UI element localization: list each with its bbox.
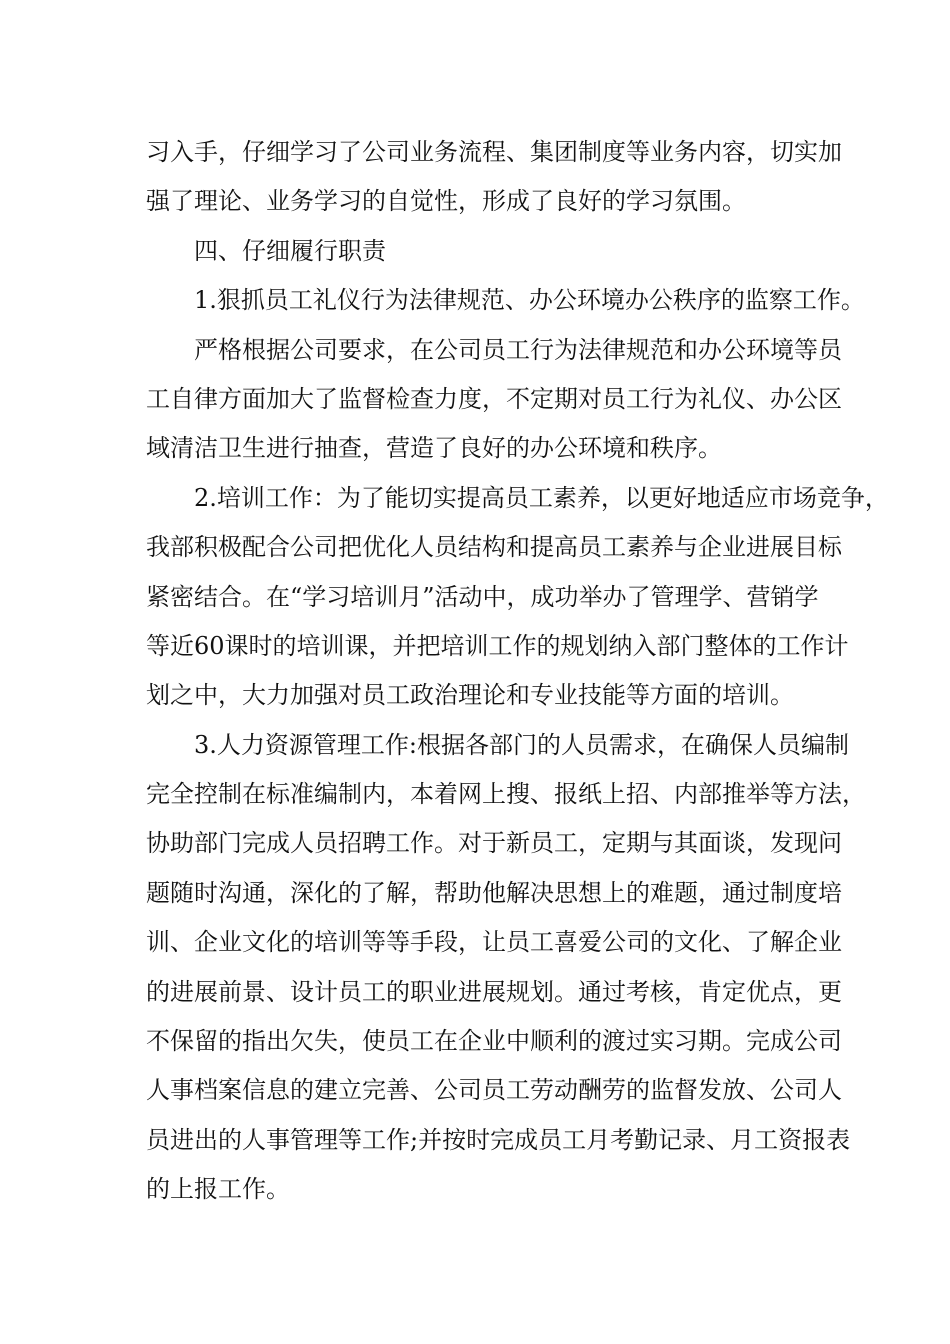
text-line: 训、企业文化的培训等等手段，让员工喜爱公司的文化、了解企业 [146, 928, 842, 957]
text-line: 划之中，大力加强对员工政治理论和专业技能等方面的培训。 [146, 681, 794, 710]
text-line: 不保留的指出欠失，使员工在企业中顺利的渡过实习期。完成公司 [146, 1027, 842, 1056]
text-line: 等近60课时的培训课，并把培训工作的规划纳入部门整体的工作计 [146, 631, 849, 660]
text-line: 的进展前景、设计员工的职业进展规划。通过考核，肯定优点，更 [146, 977, 842, 1006]
text-line: 习入手，仔细学习了公司业务流程、集团制度等业务内容，切实加 [146, 138, 842, 166]
text-line: 协助部门完成人员招聘工作。对于新员工，定期与其面谈，发现问 [146, 829, 842, 858]
text-line: 题随时沟通，深化的了解，帮助他解决思想上的难题，通过制度培 [146, 878, 842, 907]
text-line: 完全控制在标准编制内，本着网上搜、报纸上招、内部推举等方法， [146, 780, 866, 809]
section-heading: 四、仔细履行职责 [194, 236, 386, 265]
text-line: 紧密结合。在“学习培训月”活动中，成功举办了管理学、营销学 [146, 582, 819, 611]
text-line: 人事档案信息的建立完善、公司员工劳动酬劳的监督发放、公司人 [146, 1076, 842, 1105]
text-line: 工自律方面加大了监督检查力度，不定期对员工行为礼仪、办公区 [146, 384, 842, 413]
text-line: 3.人力资源管理工作:根据各部门的人员需求，在确保人员编制 [194, 730, 849, 759]
text-line: 域清洁卫生进行抽查，营造了良好的办公环境和秩序。 [146, 434, 722, 463]
text-line: 强了理论、业务学习的自觉性，形成了良好的学习氛围。 [146, 187, 746, 216]
document-body [146, 128, 889, 1215]
text-line: 员进出的人事管理等工作;并按时完成员工月考勤记录、月工资报表 [146, 1125, 851, 1154]
text-line: 2.培训工作：为了能切实提高员工素养，以更好地适应市场竞争， [194, 483, 889, 512]
text-line: 我部积极配合公司把优化人员结构和提高员工素养与企业进展目标 [146, 533, 842, 562]
text-line: 的上报工作。 [146, 1175, 290, 1204]
text-line: 严格根据公司要求，在公司员工行为法律规范和办公环境等员 [194, 335, 842, 364]
item-heading: 1.狠抓员工礼仪行为法律规范、办公环境办公秩序的监察工作。 [194, 286, 865, 315]
